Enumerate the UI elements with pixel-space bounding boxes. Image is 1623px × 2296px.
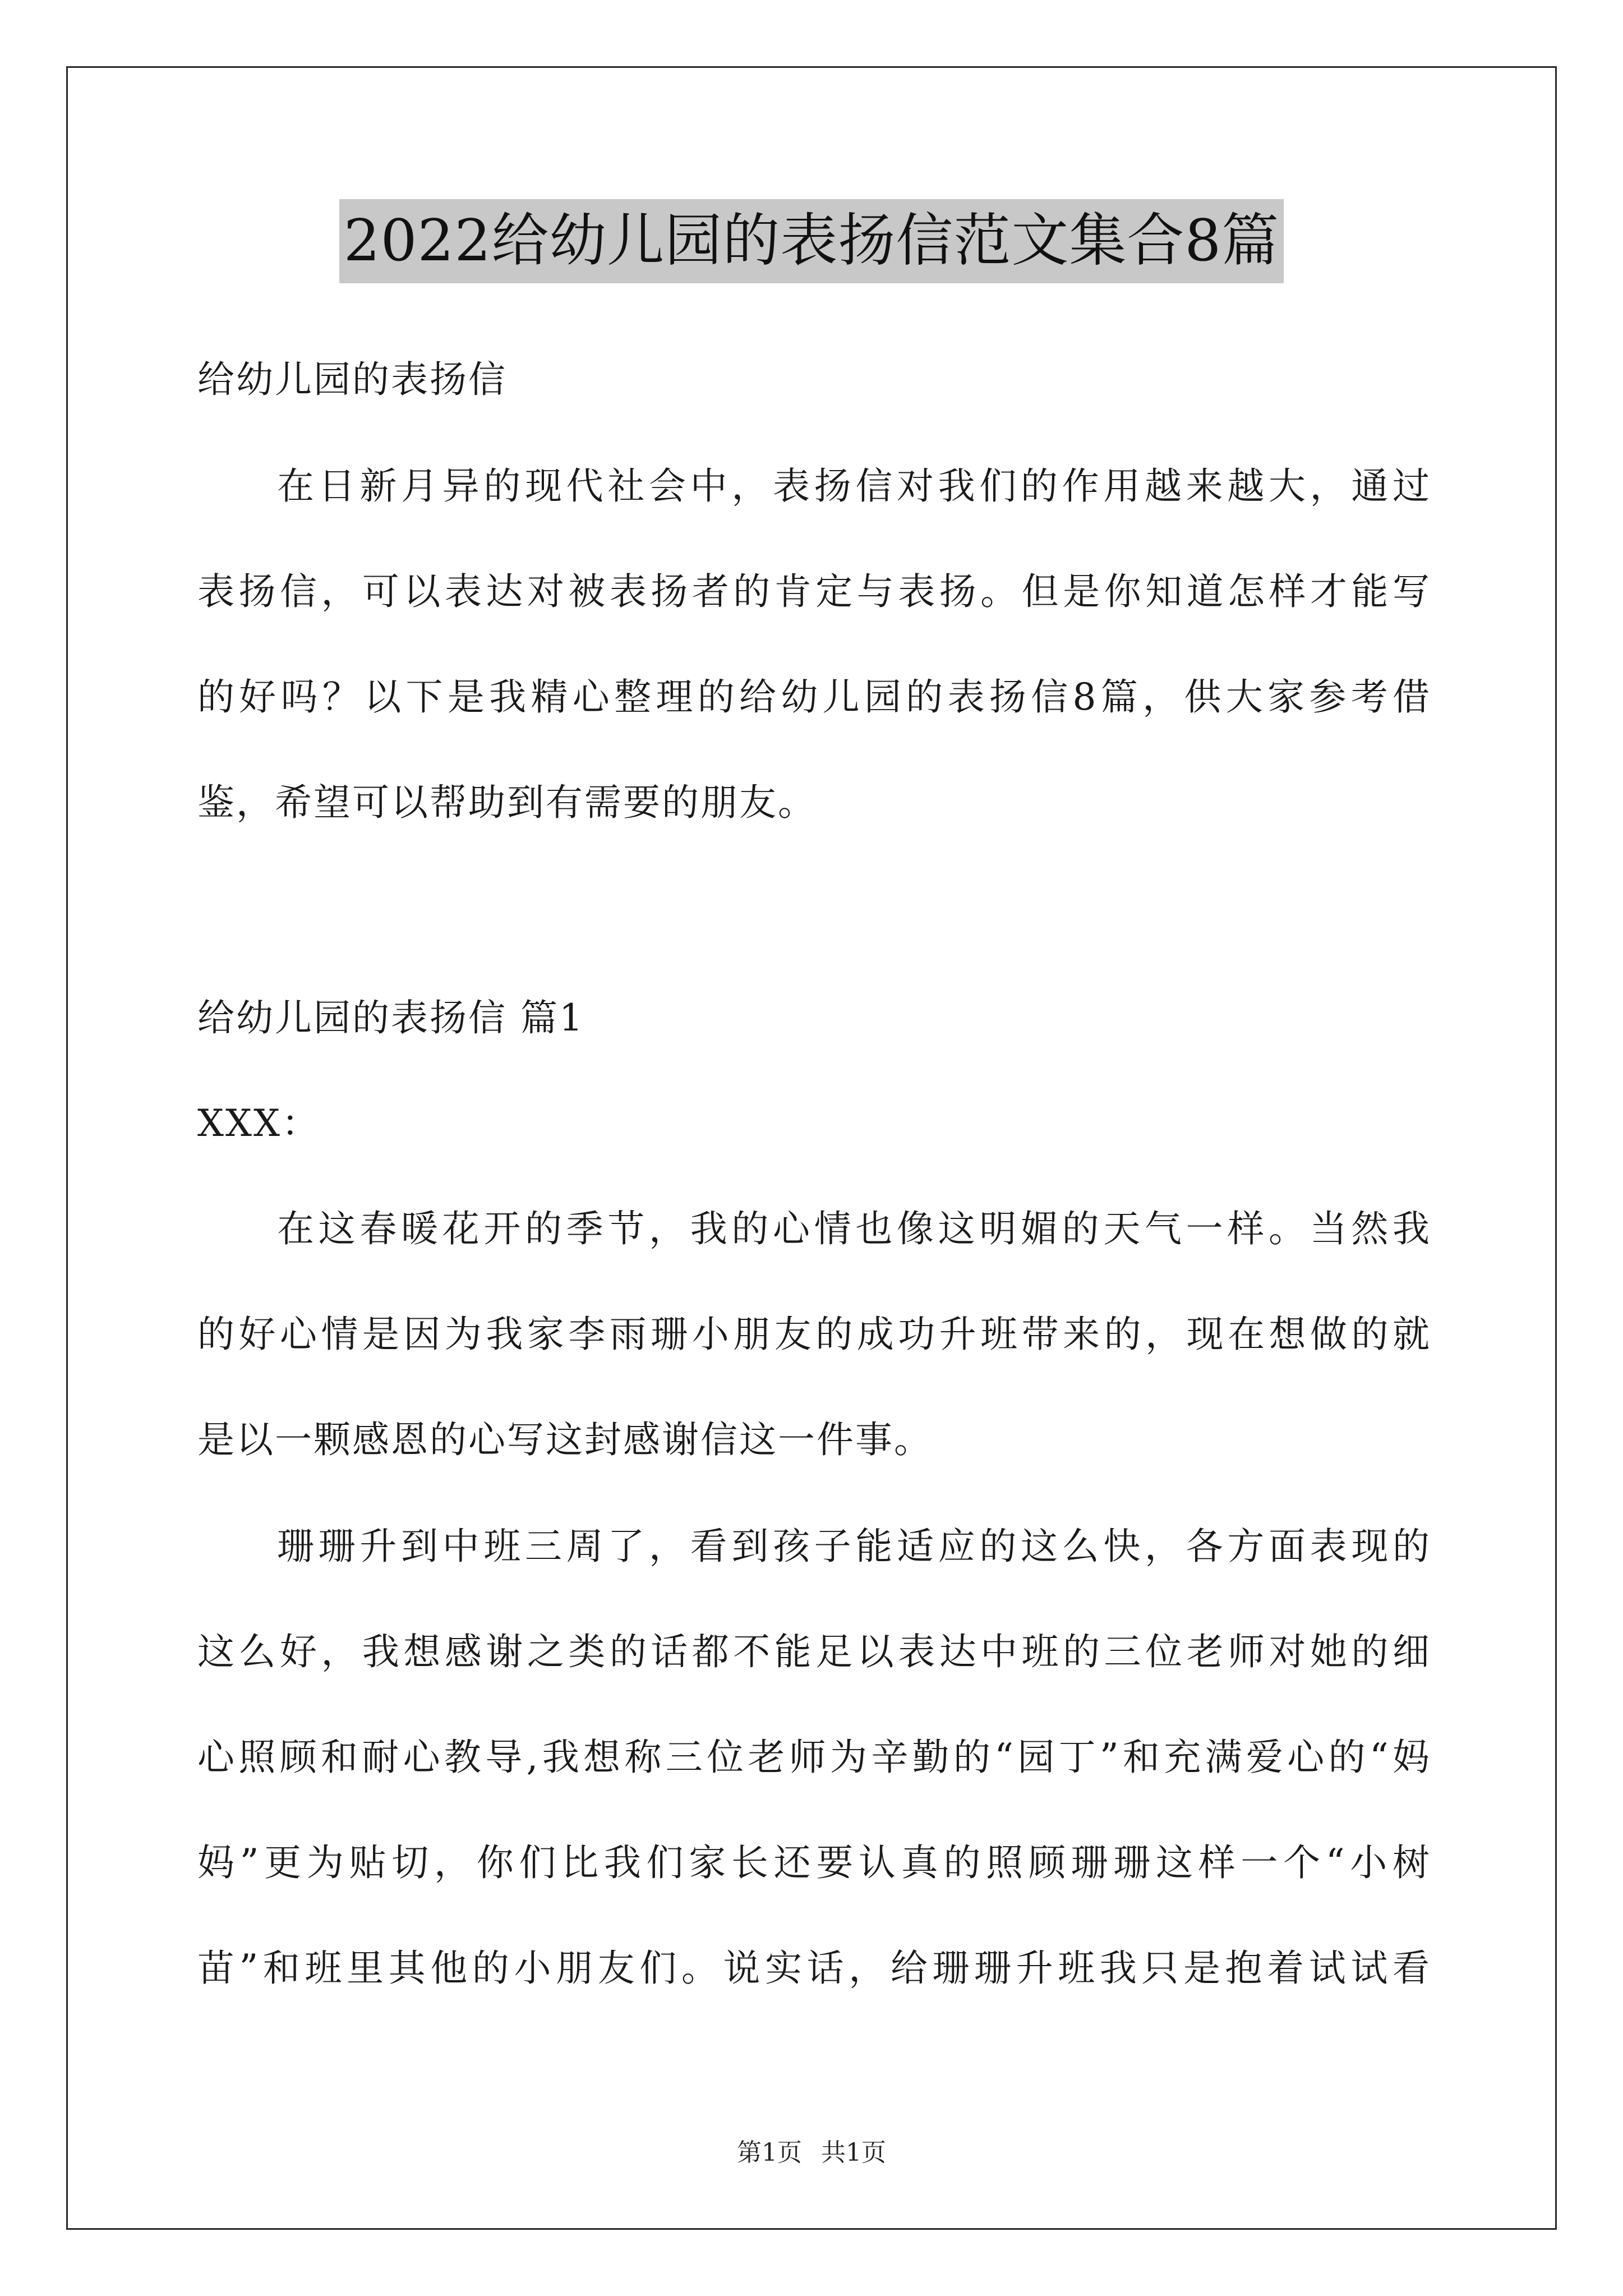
intro-line: 在日新月异的现代社会中，表扬信对我们的作用越来越大，通过 [277,464,1431,508]
intro-line: 鉴，希望可以帮助到有需要的朋友。 [197,781,817,824]
intro-line: 表扬信，可以表达对被表扬者的肯定与表扬。但是你知道怎样才能写 [197,570,1431,613]
intro-line: 的好吗？以下是我精心整理的给幼儿园的表扬信8篇，供大家参考借 [197,675,1431,719]
title-container [0,199,1623,283]
page-total: 共1页 [821,2138,886,2167]
salutation: XXX： [197,1102,320,1145]
paragraph-line: 的好心情是因为我家李雨珊小朋友的成功升班带来的，现在想做的就 [197,1313,1431,1356]
page-number: 第1页 [737,2138,802,2167]
paragraph-line: 这么好，我想感谢之类的话都不能足以表达中班的三位老师对她的细 [197,1630,1431,1673]
paragraph-line: 妈”更为贴切，你们比我们家长还要认真的照顾珊珊这样一个“小树 [197,1841,1431,1884]
document-heading: 给幼儿园的表扬信 [197,358,507,401]
paragraph-line: 珊珊升到中班三周了，看到孩子能适应的这么快，各方面表现的 [277,1525,1431,1568]
paragraph-line: 心照顾和耐心教导,我想称三位老师为辛勤的“园丁”和充满爱心的“妈 [197,1736,1431,1779]
section-heading: 给幼儿园的表扬信 篇1 [197,996,584,1039]
paragraph-line: 是以一颗感恩的心写这封感谢信这一件事。 [197,1418,933,1461]
paragraph-line: 苗”和班里其他的小朋友们。说实话，给珊珊升班我只是抱着试试看 [197,1947,1431,1990]
paragraph-line: 在这春暖花开的季节，我的心情也像这明媚的天气一样。当然我 [277,1207,1431,1250]
document-title: 2022给幼儿园的表扬信范文集合8篇 [339,199,1284,283]
page-footer [0,2136,1623,2170]
